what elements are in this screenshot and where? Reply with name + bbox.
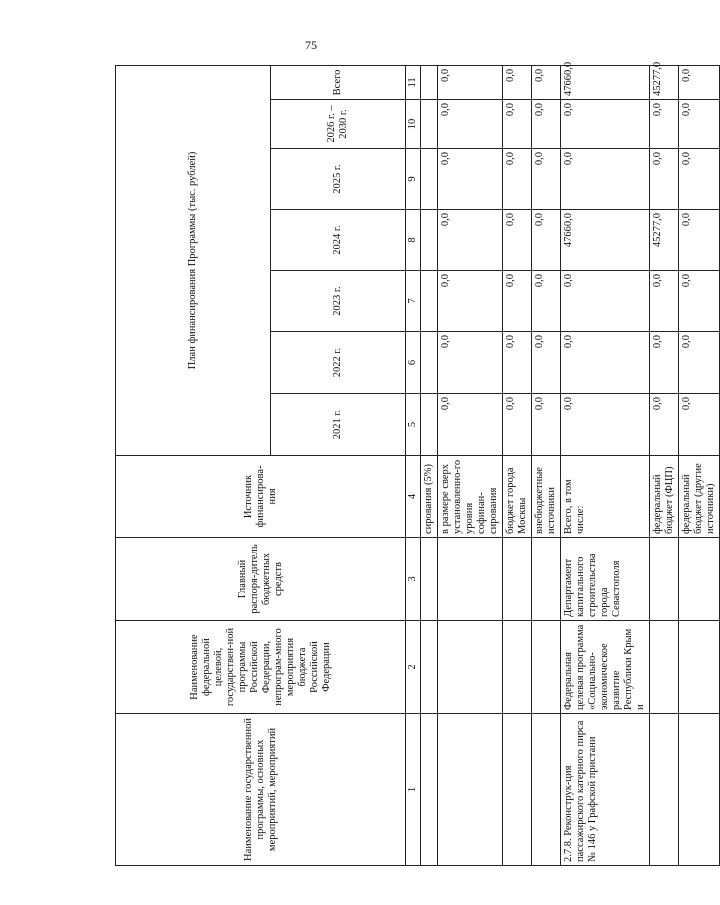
cell-year-value: [421, 332, 438, 394]
cell-year-value: 0,0: [561, 271, 650, 332]
cell-budget-manager: [421, 538, 438, 621]
header-total: Всего: [271, 65, 406, 99]
cell-federal-program: [503, 621, 532, 714]
cell-year-value: 0,0: [561, 149, 650, 210]
cell-year-value: 0,0: [503, 210, 532, 271]
header-year: 2024 г.: [271, 210, 406, 271]
cell-funding-source: бюджет города Москвы: [503, 456, 532, 538]
cell-funding-source: сирования (5%): [421, 456, 438, 538]
cell-federal-program: [421, 621, 438, 714]
table-row: [421, 65, 438, 865]
cell-budget-manager: [532, 538, 561, 621]
table-row: [561, 65, 650, 865]
cell-year-value: 0,0: [679, 100, 720, 149]
cell-total-value: 45277,0: [650, 65, 679, 99]
cell-program-name: [421, 714, 438, 866]
cell-year-value: 0,0: [679, 149, 720, 210]
column-number: 3: [406, 538, 421, 621]
cell-year-value: 0,0: [679, 394, 720, 456]
cell-year-value: 0,0: [650, 332, 679, 394]
cell-year-value: 0,0: [438, 100, 503, 149]
cell-year-value: 0,0: [532, 271, 561, 332]
cell-total-value: 47660,0: [561, 65, 650, 99]
cell-program-name: [503, 714, 532, 866]
cell-program-name: 2.7.8. Реконструк-ция пассажирского катерного пирса № 146 у Графской пристани: [561, 714, 650, 866]
cell-year-value: 0,0: [438, 332, 503, 394]
header-year: 2022 г.: [271, 332, 406, 394]
cell-year-value: 0,0: [503, 271, 532, 332]
header-budget-manager: Главный распоря-дитель бюджетных средств: [116, 538, 406, 621]
cell-funding-source: Всего, в том числе:: [561, 456, 650, 538]
cell-year-value: 0,0: [650, 394, 679, 456]
cell-year-value: [421, 394, 438, 456]
table-row: [650, 65, 679, 865]
table-body: [421, 61, 720, 865]
cell-funding-source: федеральный бюджет (ФЦП): [650, 456, 679, 538]
cell-year-value: 0,0: [561, 100, 650, 149]
cell-year-value: 0,0: [438, 394, 503, 456]
cell-federal-program: Федеральная целевая программа «Социально-экономическое развитие Республики Крым и: [561, 621, 650, 714]
cell-year-value: [421, 271, 438, 332]
cell-budget-manager: [438, 538, 503, 621]
cell-total-value: 0,0: [438, 65, 503, 99]
column-number: 5: [406, 394, 421, 456]
cell-program-name: [438, 714, 503, 866]
cell-program-name: [650, 714, 679, 866]
header-federal-program: Наименование федеральной целевой, государствен-ной программы Российской Федерации, непрограм-много мероприятия бюджета Российской Федерации: [116, 621, 406, 714]
cell-total-value: 0,0: [532, 65, 561, 99]
cell-year-value: 0,0: [679, 271, 720, 332]
column-number: 9: [406, 149, 421, 210]
table-row: [438, 65, 503, 865]
page-number: 75: [305, 38, 317, 52]
column-number: 10: [406, 100, 421, 149]
cell-year-value: 0,0: [532, 210, 561, 271]
cell-year-value: 0,0: [650, 271, 679, 332]
cell-year-value: 47660,0: [561, 210, 650, 271]
cell-funding-source: федеральный бюджет (другие источники): [679, 456, 720, 538]
cell-year-value: 0,0: [679, 210, 720, 271]
cell-year-value: 0,0: [503, 394, 532, 456]
column-number: 11: [406, 65, 421, 99]
column-number: 2: [406, 621, 421, 714]
cell-year-value: 0,0: [503, 332, 532, 394]
cell-total-value: 0,0: [503, 65, 532, 99]
column-number: 8: [406, 210, 421, 271]
cell-year-value: 0,0: [503, 149, 532, 210]
cell-year-value: 45277,0: [650, 210, 679, 271]
cell-program-name: [679, 714, 720, 866]
cell-total-value: 0,0: [679, 65, 720, 99]
cell-federal-program: [650, 621, 679, 714]
cell-funding-source: внебюджетные источники: [532, 456, 561, 538]
table-row: [503, 65, 532, 865]
column-number: 1: [406, 714, 421, 866]
header-funding-source: Источник финансирова-ния: [116, 456, 406, 538]
cell-budget-manager: Департамент капитального строительства города Севастополя: [561, 538, 650, 621]
cell-year-value: 0,0: [650, 149, 679, 210]
financing-table: [115, 61, 720, 866]
cell-year-value: 0,0: [532, 332, 561, 394]
column-number: 7: [406, 271, 421, 332]
cell-federal-program: [438, 621, 503, 714]
cell-total-value: [421, 65, 438, 99]
cell-budget-manager: [503, 538, 532, 621]
header-year: 2026 г. – 2030 г.: [271, 100, 406, 149]
cell-federal-program: [679, 621, 720, 714]
cell-year-value: 0,0: [438, 149, 503, 210]
cell-year-value: 0,0: [561, 332, 650, 394]
cell-year-value: [421, 149, 438, 210]
header-financing-plan: План финансирования Программы (тыс. рублей): [116, 65, 271, 455]
cell-year-value: 0,0: [438, 271, 503, 332]
cell-year-value: 0,0: [561, 394, 650, 456]
cell-budget-manager: [679, 538, 720, 621]
cell-year-value: 0,0: [532, 394, 561, 456]
cell-year-value: 0,0: [532, 100, 561, 149]
cell-year-value: 0,0: [679, 332, 720, 394]
cell-year-value: 0,0: [503, 100, 532, 149]
column-number: 6: [406, 332, 421, 394]
column-number: 4: [406, 456, 421, 538]
cell-year-value: 0,0: [532, 149, 561, 210]
cell-year-value: [421, 100, 438, 149]
cell-program-name: [532, 714, 561, 866]
cell-year-value: 0,0: [650, 100, 679, 149]
rotated-table-wrapper: [115, 61, 716, 866]
table-row: [532, 65, 561, 865]
header-year: 2023 г.: [271, 271, 406, 332]
header-program-name: Наименование государственной программы, основных мероприятий, мероприятий: [116, 714, 406, 866]
cell-federal-program: [532, 621, 561, 714]
cell-funding-source: в размере сверх установленно-го уровня софинан-сирования: [438, 456, 503, 538]
header-year: 2021 г.: [271, 394, 406, 456]
table-row: [679, 65, 720, 865]
cell-year-value: [421, 210, 438, 271]
cell-budget-manager: [650, 538, 679, 621]
cell-year-value: 0,0: [438, 210, 503, 271]
header-year: 2025 г.: [271, 149, 406, 210]
